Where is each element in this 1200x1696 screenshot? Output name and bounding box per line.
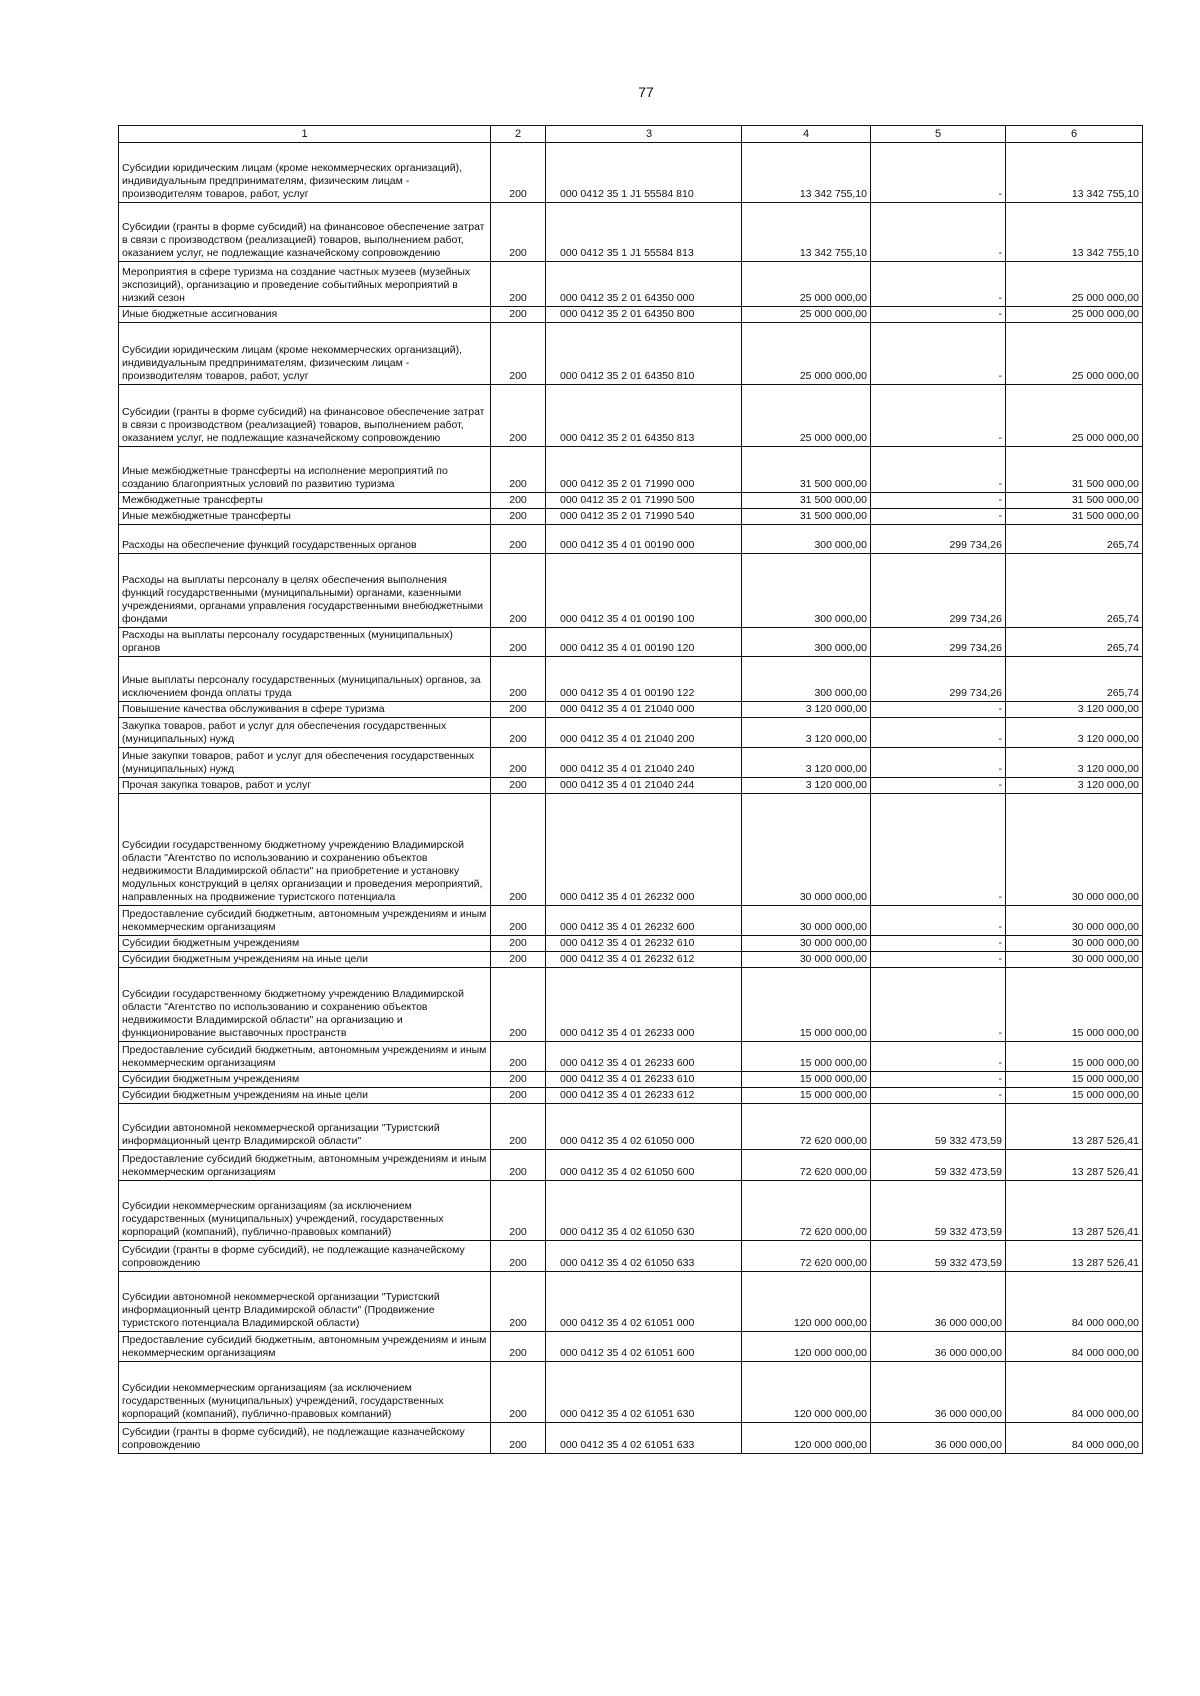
planned-amount-cell: 30 000 000,00 (742, 936, 871, 952)
table-row (119, 748, 1143, 778)
classification-code-cell: 000 0412 35 4 01 26232 600 (546, 906, 742, 936)
expense-name-cell: Предоставление субсидий бюджетным, автономным учреждениям и иным некоммерческим организациям (119, 1150, 491, 1181)
planned-amount-cell: 120 000 000,00 (742, 1332, 871, 1362)
executed-amount-cell: - (871, 385, 1006, 447)
planned-amount-cell: 120 000 000,00 (742, 1362, 871, 1423)
expense-name-cell: Расходы на выплаты персоналу государственных (муниципальных) органов (119, 628, 491, 657)
classification-code-cell: 000 0412 35 4 01 21040 244 (546, 778, 742, 794)
remaining-amount-cell: 265,74 (1006, 525, 1143, 554)
admin-code-cell: 200 (491, 1362, 546, 1423)
executed-amount-cell: - (871, 702, 1006, 718)
executed-amount-cell: 59 332 473,59 (871, 1241, 1006, 1272)
executed-amount-cell: 36 000 000,00 (871, 1423, 1006, 1454)
classification-code-cell: 000 0412 35 4 01 00190 100 (546, 554, 742, 628)
column-header-6: 6 (1006, 126, 1143, 143)
classification-code-cell: 000 0412 35 2 01 64350 000 (546, 262, 742, 307)
planned-amount-cell: 25 000 000,00 (742, 323, 871, 385)
admin-code-cell: 200 (491, 525, 546, 554)
remaining-amount-cell: 3 120 000,00 (1006, 702, 1143, 718)
remaining-amount-cell: 15 000 000,00 (1006, 1088, 1143, 1104)
table-row (119, 1104, 1143, 1150)
expense-name-cell: Иные межбюджетные трансферты (119, 509, 491, 525)
remaining-amount-cell: 13 342 755,10 (1006, 143, 1143, 203)
admin-code-cell: 200 (491, 262, 546, 307)
planned-amount-cell: 300 000,00 (742, 525, 871, 554)
executed-amount-cell: - (871, 143, 1006, 203)
planned-amount-cell: 31 500 000,00 (742, 493, 871, 509)
remaining-amount-cell: 84 000 000,00 (1006, 1362, 1143, 1423)
classification-code-cell: 000 0412 35 4 01 00190 122 (546, 657, 742, 702)
remaining-amount-cell: 15 000 000,00 (1006, 1072, 1143, 1088)
page-number: 77 (638, 84, 654, 100)
classification-code-cell: 000 0412 35 2 01 71990 540 (546, 509, 742, 525)
executed-amount-cell: - (871, 447, 1006, 493)
table-row (119, 657, 1143, 702)
classification-code-cell: 000 0412 35 4 02 61050 000 (546, 1104, 742, 1150)
admin-code-cell: 200 (491, 1088, 546, 1104)
admin-code-cell: 200 (491, 1272, 546, 1332)
column-header-1: 1 (119, 126, 491, 143)
table-row (119, 1332, 1143, 1362)
table-header (119, 126, 1143, 143)
admin-code-cell: 200 (491, 952, 546, 968)
table-row (119, 203, 1143, 262)
table-row (119, 1241, 1143, 1272)
executed-amount-cell: 299 734,26 (871, 628, 1006, 657)
expense-name-cell: Иные бюджетные ассигнования (119, 307, 491, 323)
expense-name-cell: Субсидии бюджетным учреждениям на иные цели (119, 1088, 491, 1104)
executed-amount-cell: 36 000 000,00 (871, 1362, 1006, 1423)
executed-amount-cell: - (871, 323, 1006, 385)
table-row (119, 906, 1143, 936)
executed-amount-cell: - (871, 906, 1006, 936)
column-header-3: 3 (546, 126, 742, 143)
executed-amount-cell: - (871, 718, 1006, 748)
admin-code-cell: 200 (491, 1181, 546, 1241)
remaining-amount-cell: 30 000 000,00 (1006, 936, 1143, 952)
admin-code-cell: 200 (491, 509, 546, 525)
executed-amount-cell: - (871, 748, 1006, 778)
table-row (119, 262, 1143, 307)
planned-amount-cell: 15 000 000,00 (742, 1088, 871, 1104)
executed-amount-cell: - (871, 968, 1006, 1042)
remaining-amount-cell: 30 000 000,00 (1006, 952, 1143, 968)
admin-code-cell: 200 (491, 702, 546, 718)
remaining-amount-cell: 31 500 000,00 (1006, 509, 1143, 525)
classification-code-cell: 000 0412 35 4 01 26232 612 (546, 952, 742, 968)
admin-code-cell: 200 (491, 718, 546, 748)
table-row (119, 554, 1143, 628)
table-row (119, 307, 1143, 323)
table-row (119, 794, 1143, 906)
executed-amount-cell: 299 734,26 (871, 525, 1006, 554)
planned-amount-cell: 30 000 000,00 (742, 794, 871, 906)
budget-table (118, 125, 1143, 1454)
classification-code-cell: 000 0412 35 2 01 64350 800 (546, 307, 742, 323)
table-row (119, 702, 1143, 718)
expense-name-cell: Субсидии государственному бюджетному учреждению Владимирской области "Агентство по использованию и сохранению объектов недвижимости Владимирской области" на приобретение и установку модульных конструкций в целях организации и проведения мероприятий, направленных на продвижение туристского потенциала (119, 794, 491, 906)
table-row (119, 936, 1143, 952)
classification-code-cell: 000 0412 35 4 01 26233 610 (546, 1072, 742, 1088)
table-row (119, 1150, 1143, 1181)
table-row (119, 1362, 1143, 1423)
admin-code-cell: 200 (491, 1332, 546, 1362)
planned-amount-cell: 300 000,00 (742, 554, 871, 628)
planned-amount-cell: 25 000 000,00 (742, 262, 871, 307)
expense-name-cell: Субсидии юридическим лицам (кроме некоммерческих организаций), индивидуальным предпринимателям, физическим лицам - производителям товаров, работ, услуг (119, 323, 491, 385)
admin-code-cell: 200 (491, 968, 546, 1042)
table-row (119, 509, 1143, 525)
classification-code-cell: 000 0412 35 4 01 00190 000 (546, 525, 742, 554)
expense-name-cell: Иные межбюджетные трансферты на исполнение мероприятий по созданию благоприятных условий по развитию туризма (119, 447, 491, 493)
remaining-amount-cell: 84 000 000,00 (1006, 1272, 1143, 1332)
planned-amount-cell: 31 500 000,00 (742, 447, 871, 493)
classification-code-cell: 000 0412 35 4 01 26232 610 (546, 936, 742, 952)
classification-code-cell: 000 0412 35 2 01 71990 500 (546, 493, 742, 509)
planned-amount-cell: 25 000 000,00 (742, 385, 871, 447)
classification-code-cell: 000 0412 35 4 01 26233 612 (546, 1088, 742, 1104)
expense-name-cell: Прочая закупка товаров, работ и услуг (119, 778, 491, 794)
table-row (119, 1181, 1143, 1241)
remaining-amount-cell: 13 287 526,41 (1006, 1241, 1143, 1272)
remaining-amount-cell: 265,74 (1006, 628, 1143, 657)
remaining-amount-cell: 3 120 000,00 (1006, 718, 1143, 748)
remaining-amount-cell: 13 287 526,41 (1006, 1181, 1143, 1241)
table-row (119, 1072, 1143, 1088)
table-row (119, 1042, 1143, 1072)
classification-code-cell: 000 0412 35 2 01 64350 813 (546, 385, 742, 447)
admin-code-cell: 200 (491, 628, 546, 657)
classification-code-cell: 000 0412 35 2 01 64350 810 (546, 323, 742, 385)
classification-code-cell: 000 0412 35 4 01 00190 120 (546, 628, 742, 657)
table-row (119, 323, 1143, 385)
classification-code-cell: 000 0412 35 2 01 71990 000 (546, 447, 742, 493)
planned-amount-cell: 25 000 000,00 (742, 307, 871, 323)
remaining-amount-cell: 265,74 (1006, 554, 1143, 628)
table-row (119, 628, 1143, 657)
expense-name-cell: Субсидии (гранты в форме субсидий) на финансовое обеспечение затрат в связи с производством (реализацией) товаров, выполнением работ, оказанием услуг, не подлежащие казначейскому сопровождению (119, 203, 491, 262)
classification-code-cell: 000 0412 35 4 01 26233 000 (546, 968, 742, 1042)
table-row (119, 952, 1143, 968)
table-row (119, 143, 1143, 203)
remaining-amount-cell: 3 120 000,00 (1006, 778, 1143, 794)
executed-amount-cell: - (871, 509, 1006, 525)
executed-amount-cell: - (871, 493, 1006, 509)
expense-name-cell: Предоставление субсидий бюджетным, автономным учреждениям и иным некоммерческим организациям (119, 1042, 491, 1072)
admin-code-cell: 200 (491, 657, 546, 702)
executed-amount-cell: - (871, 794, 1006, 906)
admin-code-cell: 200 (491, 554, 546, 628)
expense-name-cell: Субсидии автономной некоммерческой организации "Туристский информационный центр Владимирской области" (Продвижение туристского потенциала Владимирской области) (119, 1272, 491, 1332)
classification-code-cell: 000 0412 35 4 02 61051 600 (546, 1332, 742, 1362)
remaining-amount-cell: 31 500 000,00 (1006, 447, 1143, 493)
expense-name-cell: Субсидии (гранты в форме субсидий), не подлежащие казначейскому сопровождению (119, 1241, 491, 1272)
executed-amount-cell: 299 734,26 (871, 657, 1006, 702)
executed-amount-cell: - (871, 936, 1006, 952)
remaining-amount-cell: 25 000 000,00 (1006, 307, 1143, 323)
planned-amount-cell: 72 620 000,00 (742, 1181, 871, 1241)
planned-amount-cell: 3 120 000,00 (742, 702, 871, 718)
expense-name-cell: Предоставление субсидий бюджетным, автономным учреждениям и иным некоммерческим организациям (119, 906, 491, 936)
expense-name-cell: Субсидии автономной некоммерческой организации "Туристский информационный центр Владимирской области" (119, 1104, 491, 1150)
executed-amount-cell: - (871, 262, 1006, 307)
admin-code-cell: 200 (491, 203, 546, 262)
expense-name-cell: Расходы на обеспечение функций государственных органов (119, 525, 491, 554)
planned-amount-cell: 300 000,00 (742, 628, 871, 657)
table-body (119, 143, 1143, 1454)
remaining-amount-cell: 84 000 000,00 (1006, 1332, 1143, 1362)
admin-code-cell: 200 (491, 143, 546, 203)
remaining-amount-cell: 13 287 526,41 (1006, 1104, 1143, 1150)
admin-code-cell: 200 (491, 748, 546, 778)
remaining-amount-cell: 265,74 (1006, 657, 1143, 702)
expense-name-cell: Иные закупки товаров, работ и услуг для обеспечения государственных (муниципальных) нужд (119, 748, 491, 778)
planned-amount-cell: 3 120 000,00 (742, 778, 871, 794)
classification-code-cell: 000 0412 35 4 01 21040 000 (546, 702, 742, 718)
executed-amount-cell: 36 000 000,00 (871, 1272, 1006, 1332)
planned-amount-cell: 13 342 755,10 (742, 203, 871, 262)
admin-code-cell: 200 (491, 323, 546, 385)
executed-amount-cell: - (871, 1042, 1006, 1072)
executed-amount-cell: 299 734,26 (871, 554, 1006, 628)
table-row (119, 968, 1143, 1042)
expense-name-cell: Повышение качества обслуживания в сфере туризма (119, 702, 491, 718)
expense-name-cell: Субсидии (гранты в форме субсидий) на финансовое обеспечение затрат в связи с производством (реализацией) товаров, выполнением работ, оказанием услуг, не подлежащие казначейскому сопровождению (119, 385, 491, 447)
planned-amount-cell: 30 000 000,00 (742, 952, 871, 968)
expense-name-cell: Межбюджетные трансферты (119, 493, 491, 509)
admin-code-cell: 200 (491, 1423, 546, 1454)
classification-code-cell: 000 0412 35 4 02 61051 630 (546, 1362, 742, 1423)
planned-amount-cell: 3 120 000,00 (742, 748, 871, 778)
planned-amount-cell: 72 620 000,00 (742, 1150, 871, 1181)
admin-code-cell: 200 (491, 794, 546, 906)
executed-amount-cell: - (871, 778, 1006, 794)
expense-name-cell: Субсидии юридическим лицам (кроме некоммерческих организаций), индивидуальным предпринимателям, физическим лицам - производителям товаров, работ, услуг (119, 143, 491, 203)
expense-name-cell: Субсидии (гранты в форме субсидий), не подлежащие казначейскому сопровождению (119, 1423, 491, 1454)
table-row (119, 525, 1143, 554)
classification-code-cell: 000 0412 35 4 01 21040 240 (546, 748, 742, 778)
admin-code-cell: 200 (491, 906, 546, 936)
classification-code-cell: 000 0412 35 4 02 61050 630 (546, 1181, 742, 1241)
remaining-amount-cell: 15 000 000,00 (1006, 1042, 1143, 1072)
classification-code-cell: 000 0412 35 4 02 61051 633 (546, 1423, 742, 1454)
expense-name-cell: Субсидии некоммерческим организациям (за исключением государственных (муниципальных) учреждений, государственных корпораций (компаний), публично-правовых компаний) (119, 1362, 491, 1423)
admin-code-cell: 200 (491, 1150, 546, 1181)
remaining-amount-cell: 3 120 000,00 (1006, 748, 1143, 778)
column-header-2: 2 (491, 126, 546, 143)
planned-amount-cell: 13 342 755,10 (742, 143, 871, 203)
planned-amount-cell: 72 620 000,00 (742, 1104, 871, 1150)
executed-amount-cell: - (871, 307, 1006, 323)
classification-code-cell: 000 0412 35 1 J1 55584 813 (546, 203, 742, 262)
remaining-amount-cell: 31 500 000,00 (1006, 493, 1143, 509)
classification-code-cell: 000 0412 35 4 01 26233 600 (546, 1042, 742, 1072)
admin-code-cell: 200 (491, 1042, 546, 1072)
executed-amount-cell: - (871, 203, 1006, 262)
expense-name-cell: Субсидии государственному бюджетному учреждению Владимирской области "Агентство по использованию и сохранению объектов недвижимости Владимирской области" на организацию и функционирование выставочных пространств (119, 968, 491, 1042)
executed-amount-cell: 59 332 473,59 (871, 1104, 1006, 1150)
classification-code-cell: 000 0412 35 1 J1 55584 810 (546, 143, 742, 203)
planned-amount-cell: 300 000,00 (742, 657, 871, 702)
expense-name-cell: Субсидии бюджетным учреждениям (119, 1072, 491, 1088)
remaining-amount-cell: 25 000 000,00 (1006, 385, 1143, 447)
planned-amount-cell: 30 000 000,00 (742, 906, 871, 936)
executed-amount-cell: - (871, 952, 1006, 968)
column-header-5: 5 (871, 126, 1006, 143)
expense-name-cell: Мероприятия в сфере туризма на создание частных музеев (музейных экспозиций), организацию и проведение событийных мероприятий в низкий сезон (119, 262, 491, 307)
expense-name-cell: Субсидии бюджетным учреждениям на иные цели (119, 952, 491, 968)
header-row (119, 126, 1143, 143)
planned-amount-cell: 120 000 000,00 (742, 1423, 871, 1454)
expense-name-cell: Закупка товаров, работ и услуг для обеспечения государственных (муниципальных) нужд (119, 718, 491, 748)
remaining-amount-cell: 30 000 000,00 (1006, 794, 1143, 906)
table-row (119, 493, 1143, 509)
planned-amount-cell: 31 500 000,00 (742, 509, 871, 525)
expense-name-cell: Иные выплаты персоналу государственных (муниципальных) органов, за исключением фонда оплаты труда (119, 657, 491, 702)
admin-code-cell: 200 (491, 493, 546, 509)
admin-code-cell: 200 (491, 1104, 546, 1150)
planned-amount-cell: 3 120 000,00 (742, 718, 871, 748)
admin-code-cell: 200 (491, 447, 546, 493)
admin-code-cell: 200 (491, 936, 546, 952)
admin-code-cell: 200 (491, 1241, 546, 1272)
planned-amount-cell: 15 000 000,00 (742, 1072, 871, 1088)
planned-amount-cell: 120 000 000,00 (742, 1272, 871, 1332)
expense-name-cell: Субсидии некоммерческим организациям (за исключением государственных (муниципальных) учреждений, государственных корпораций (компаний), публично-правовых компаний) (119, 1181, 491, 1241)
expense-name-cell: Расходы на выплаты персоналу в целях обеспечения выполнения функций государственными (муниципальными) органами, казенными учреждениями, органами управления государственными внебюджетными фондами (119, 554, 491, 628)
admin-code-cell: 200 (491, 307, 546, 323)
admin-code-cell: 200 (491, 1072, 546, 1088)
classification-code-cell: 000 0412 35 4 02 61050 600 (546, 1150, 742, 1181)
planned-amount-cell: 72 620 000,00 (742, 1241, 871, 1272)
remaining-amount-cell: 30 000 000,00 (1006, 906, 1143, 936)
classification-code-cell: 000 0412 35 4 02 61050 633 (546, 1241, 742, 1272)
classification-code-cell: 000 0412 35 4 01 26232 000 (546, 794, 742, 906)
classification-code-cell: 000 0412 35 4 02 61051 000 (546, 1272, 742, 1332)
executed-amount-cell: 59 332 473,59 (871, 1150, 1006, 1181)
remaining-amount-cell: 25 000 000,00 (1006, 323, 1143, 385)
remaining-amount-cell: 13 342 755,10 (1006, 203, 1143, 262)
remaining-amount-cell: 25 000 000,00 (1006, 262, 1143, 307)
table-row (119, 1088, 1143, 1104)
expense-name-cell: Субсидии бюджетным учреждениям (119, 936, 491, 952)
table-row (119, 1272, 1143, 1332)
table-row (119, 718, 1143, 748)
admin-code-cell: 200 (491, 385, 546, 447)
planned-amount-cell: 15 000 000,00 (742, 968, 871, 1042)
executed-amount-cell: 59 332 473,59 (871, 1181, 1006, 1241)
table-row (119, 1423, 1143, 1454)
table-row (119, 385, 1143, 447)
executed-amount-cell: 36 000 000,00 (871, 1332, 1006, 1362)
expense-name-cell: Предоставление субсидий бюджетным, автономным учреждениям и иным некоммерческим организациям (119, 1332, 491, 1362)
executed-amount-cell: - (871, 1072, 1006, 1088)
planned-amount-cell: 15 000 000,00 (742, 1042, 871, 1072)
executed-amount-cell: - (871, 1088, 1006, 1104)
column-header-4: 4 (742, 126, 871, 143)
classification-code-cell: 000 0412 35 4 01 21040 200 (546, 718, 742, 748)
remaining-amount-cell: 84 000 000,00 (1006, 1423, 1143, 1454)
table-row (119, 447, 1143, 493)
admin-code-cell: 200 (491, 778, 546, 794)
table-row (119, 778, 1143, 794)
remaining-amount-cell: 15 000 000,00 (1006, 968, 1143, 1042)
remaining-amount-cell: 13 287 526,41 (1006, 1150, 1143, 1181)
